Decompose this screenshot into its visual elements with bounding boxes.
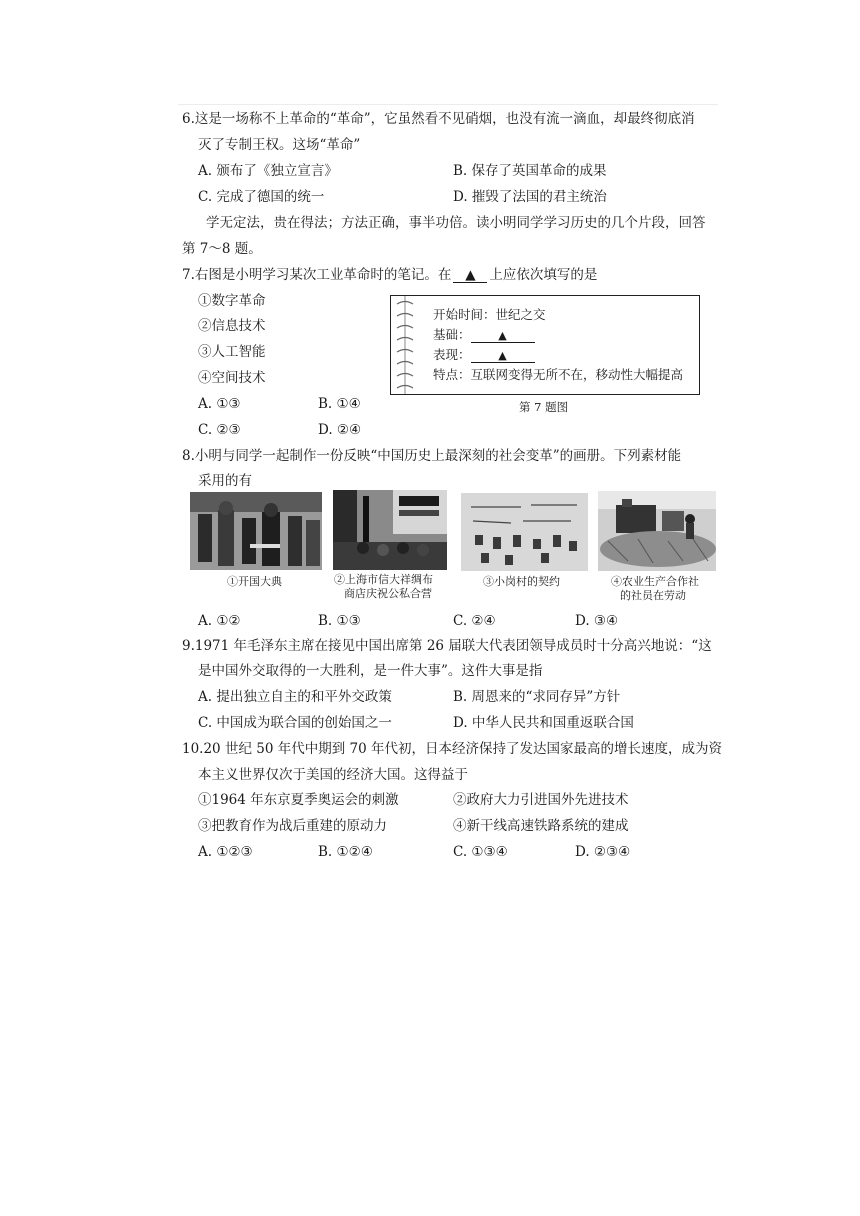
q7-option-c: C. ②③ [198,422,241,438]
q9-option-b: B. 周恩来的“求同存异”方针 [453,689,621,705]
q10-item-4: ④新干线高速铁路系统的建成 [453,818,629,834]
q9-option-a: A. 提出独立自主的和平外交政策 [198,689,392,705]
q9-option-c: C. 中国成为联合国的创始国之一 [198,715,392,731]
q10-stem-line1: 10.20 世纪 50 年代中期到 70 年代初，日本经济保持了发达国家最高的增长速度，成为资 [182,741,722,757]
photo-public-private-celebration [333,490,447,570]
q8-caption-4-line2: 的社员在劳动 [620,589,686,602]
note-performance-blank: ▲ [471,349,535,363]
q7-option-b: B. ①④ [318,396,361,412]
note-performance-label: 表现： [433,347,471,362]
q7-figure-caption: 第 7 题图 [519,400,569,414]
q8-option-a: A. ①② [198,613,241,629]
q10-stem-line2: 本主义世界仅次于美国的经济大国。这得益于 [198,767,468,783]
photo-xiaogang-contract [461,493,588,571]
q8-caption-1: ①开国大典 [227,575,282,588]
q10-option-a: A. ①②③ [198,844,253,860]
note-performance [433,346,535,364]
q9-stem-line2: 是中国外交取得的一大胜利，是一件大事”。这件大事是指 [198,663,543,679]
q6-option-b: B. 保存了英国革命的成果 [453,163,607,179]
q8-caption-4-line1: ④农业生产合作社 [611,575,699,588]
spiral-binding-icon [391,296,425,394]
q10-option-b: B. ①②④ [318,844,373,860]
q8-option-c: C. ②④ [453,613,496,629]
q8-stem-line1: 8.小明与同学一起制作一份反映“中国历史上最深刻的社会变革”的画册。下列素材能 [182,448,682,464]
q8-option-d: D. ③④ [575,613,619,629]
scan-edge-line [178,104,718,105]
note-basis-label: 基础： [433,327,471,342]
q6-option-c: C. 完成了德国的统一 [198,189,325,205]
q6-stem-line2: 灭了专制王权。这场“革命” [198,137,361,153]
note-start-time: 开始时间：世纪之交 [433,307,546,322]
q6-option-a: A. 颁布了《独立宣言》 [198,163,338,179]
q10-item-1: ①1964 年东京夏季奥运会的刺激 [198,792,399,808]
q8-caption-2-line2: 商店庆祝公私合营 [344,587,432,600]
note-basis-blank: ▲ [471,329,535,343]
q7-item-2: ②信息技术 [198,318,266,334]
q7-option-d: D. ②④ [318,422,362,438]
q7-stem-blank: ▲ [453,268,487,283]
q7-note-figure [390,295,700,395]
q10-option-d: D. ②③④ [575,844,631,860]
note-feature: 特点：互联网变得无所不在，移动性大幅提高 [433,367,684,382]
q8-caption-2-line1: ②上海市信大祥绸布 [334,573,433,586]
photo-agricultural-cooperative [598,491,716,571]
q9-option-d: D. 中华人民共和国重返联合国 [453,715,634,731]
q10-item-2: ②政府大力引进国外先进技术 [453,792,629,808]
q7-item-1: ①数字革命 [198,293,266,309]
q6-option-d: D. 摧毁了法国的君主统治 [453,189,607,205]
photo-founding-ceremony [190,492,322,570]
q7-item-3: ③人工智能 [198,344,266,360]
intro-line2: 第 7～8 题。 [182,241,262,257]
intro-line1: 学无定法，贵在得法；方法正确，事半功倍。读小明同学学习历史的几个片段，回答 [206,215,706,231]
q9-stem-line1: 9.1971 年毛泽东主席在接见中国出席第 26 届联大代表团领导成员时十分高兴地说：“这 [182,638,712,654]
q8-caption-3: ③小岗村的契约 [483,575,560,588]
q7-option-a: A. ①③ [198,396,241,412]
q8-option-b: B. ①③ [318,613,361,629]
q10-item-3: ③把教育作为战后重建的原动力 [198,818,387,834]
q7-stem [182,265,597,285]
q7-item-4: ④空间技术 [198,370,266,386]
q10-option-c: C. ①③④ [453,844,508,860]
q8-stem-line2: 采用的有 [198,473,252,489]
q7-stem-after: 上应依次填写的是 [489,267,598,283]
note-basis [433,326,535,344]
q7-stem-before: 7.右图是小明学习某次工业革命时的笔记。在 [182,267,452,283]
q6-stem-line1: 6.这是一场称不上革命的“革命”，它虽然看不见硝烟，也没有流一滴血，却最终彻底消 [182,111,695,127]
